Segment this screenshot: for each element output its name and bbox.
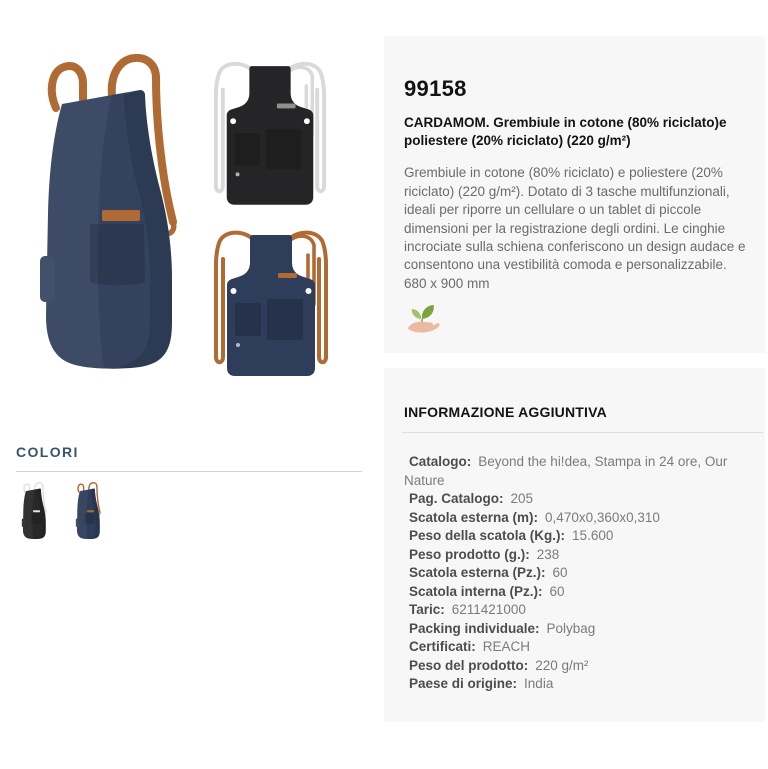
info-row-label: Scatola esterna (m): <box>409 509 539 525</box>
info-row-label: Taric: <box>409 602 445 617</box>
info-row <box>404 620 751 639</box>
info-row-label: Catalogo: <box>409 454 472 469</box>
info-row-value: 60 <box>552 565 568 580</box>
info-row-value: 0,470x0,360x0,310 <box>545 509 660 525</box>
info-row-label: Peso prodotto (g.): <box>409 546 530 562</box>
info-row-value: 220 g/m² <box>535 657 589 673</box>
main-product-image-denim-apron[interactable] <box>32 54 182 374</box>
info-row <box>404 490 751 509</box>
info-row-label: Paese di origine: <box>409 676 518 691</box>
info-row-label: Scatola interna (Pz.): <box>409 583 543 599</box>
info-row-value: India <box>524 676 554 691</box>
product-summary-card <box>384 36 765 353</box>
info-row <box>404 527 751 546</box>
info-row-value: Polybag <box>546 620 596 636</box>
info-row <box>404 546 751 565</box>
info-row-label: Certificati: <box>409 639 476 654</box>
product-code: 99158 <box>404 76 467 101</box>
info-row-value: Beyond the hi!dea, Stampa in 24 ore, Our Nature <box>404 454 728 488</box>
info-row-value: 205 <box>510 491 534 506</box>
info-rows <box>404 453 751 694</box>
info-row <box>404 638 751 657</box>
info-row-value: 238 <box>536 546 560 562</box>
additional-info-heading: INFORMAZIONE AGGIUNTIVA <box>404 404 607 420</box>
hand-holding-sprout-icon <box>404 303 440 335</box>
colors-divider <box>16 471 362 472</box>
color-swatch-black-apron[interactable] <box>18 482 50 540</box>
product-description: Grembiule in cotone (80% riciclato) e poliestere (20% riciclato) (220 g/m²). Dotato di 3 tasche multifunzionali, ideali per riporre un cellulare o un tablet di piccole dimensioni per la registrazione degli ordini. Le cinghie incrociate sulla schiena conferiscono un design audace e consentono una vestibilità comoda e personalizzabile. <box>404 165 746 273</box>
info-row-value: REACH <box>482 639 531 654</box>
info-row <box>404 509 751 528</box>
additional-info-card <box>384 368 765 722</box>
thumbnail-black-apron[interactable] <box>211 60 329 208</box>
additional-info-divider <box>402 432 763 433</box>
product-dimensions: 680 x 900 mm <box>404 275 490 291</box>
info-row <box>404 583 751 602</box>
info-row-value: 60 <box>549 583 565 599</box>
info-row <box>404 453 751 490</box>
product-title: CARDAMOM. Grembiule in cotone (80% riciclato)e poliestere (20% riciclato) (220 g/m²) <box>404 115 727 149</box>
colors-heading: COLORI <box>16 444 79 460</box>
info-row-label: Packing individuale: <box>409 620 540 636</box>
info-row-value: 6211421000 <box>451 602 526 617</box>
thumbnail-blue-apron[interactable] <box>211 228 331 380</box>
info-row <box>404 675 751 694</box>
info-row-value: 15.600 <box>572 528 614 543</box>
info-row-label: Pag. Catalogo: <box>409 491 504 506</box>
info-row <box>404 601 751 620</box>
info-row-label: Peso del prodotto: <box>409 657 529 673</box>
color-swatch-blue-apron[interactable] <box>72 482 104 540</box>
info-row-label: Scatola esterna (Pz.): <box>409 565 546 580</box>
info-row <box>404 657 751 676</box>
color-swatches <box>18 482 104 540</box>
info-row-label: Peso della scatola (Kg.): <box>409 528 566 543</box>
info-row <box>404 564 751 583</box>
